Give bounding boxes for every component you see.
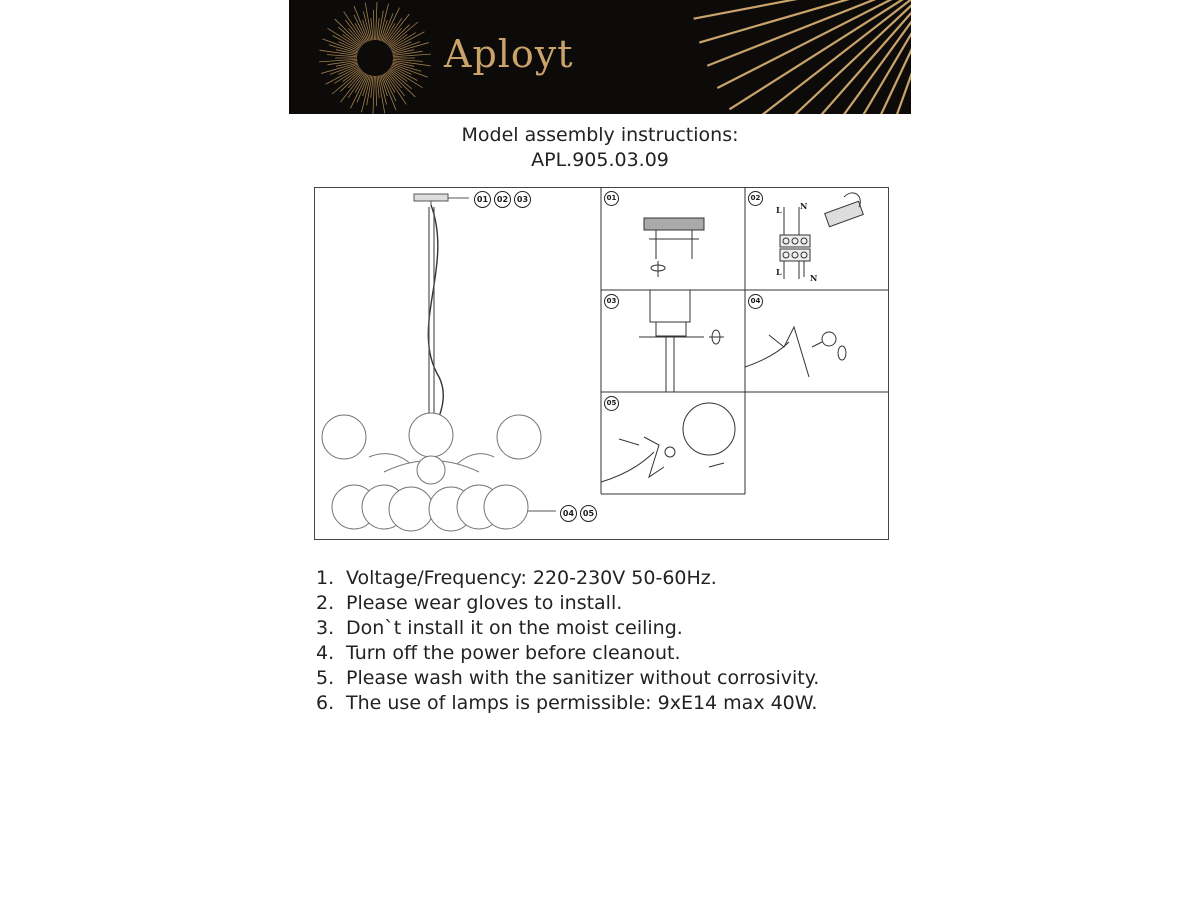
instruction-item: 3. Don`t install it on the moist ceiling. <box>316 617 683 639</box>
brand-logo: Aployt <box>444 32 574 76</box>
assembly-diagram <box>314 187 889 540</box>
instruction-item: 1. Voltage/Frequency: 220-230V 50-60Hz. <box>316 567 717 589</box>
model-number: APL.905.03.09 <box>531 149 669 171</box>
wire-label-l-top: L <box>776 205 782 215</box>
sunburst-graphic <box>289 0 911 114</box>
page-title: Model assembly instructions: <box>461 124 739 146</box>
panel-number-01: 01 <box>604 191 619 206</box>
step-badge-04: 04 <box>560 505 577 522</box>
step-badge-01: 01 <box>474 191 491 208</box>
wire-label-n-bottom: N <box>810 273 818 283</box>
instruction-item: 2. Please wear gloves to install. <box>316 592 623 614</box>
step-badge-03: 03 <box>514 191 531 208</box>
instructions-list <box>316 566 819 716</box>
brand-banner <box>289 0 911 114</box>
panel-number-03: 03 <box>604 294 619 309</box>
step-badge-02: 02 <box>494 191 511 208</box>
panel-number-02: 02 <box>748 191 763 206</box>
panel-number-05: 05 <box>604 396 619 411</box>
panel-number-04: 04 <box>748 294 763 309</box>
instruction-item: 6. The use of lamps is permissible: 9xE14 max 40W. <box>316 692 818 714</box>
wire-label-n-top: N <box>800 201 808 211</box>
instruction-item: 4. Turn off the power before cleanout. <box>316 642 681 664</box>
step-badge-05: 05 <box>580 505 597 522</box>
instruction-item: 5. Please wash with the sanitizer without corrosivity. <box>316 667 820 689</box>
diagram-drawing <box>314 187 889 540</box>
wire-label-l-bottom: L <box>776 267 782 277</box>
